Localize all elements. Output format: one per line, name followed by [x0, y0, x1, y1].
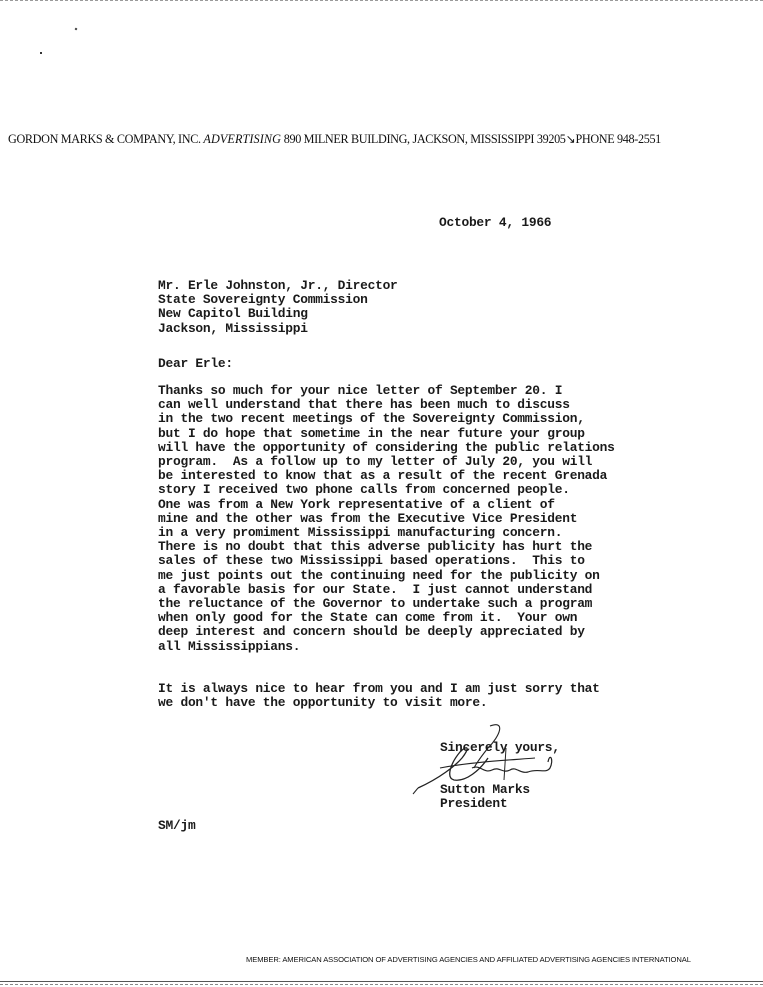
bottom-edge-dashes	[0, 984, 763, 985]
body-line: One was from a New York representative of a client of	[158, 496, 555, 512]
company-phone: PHONE 948-2551	[575, 132, 661, 146]
body-line: be interested to know that as a result of the recent Grenada	[158, 468, 608, 484]
body-line: all Mississippians.	[158, 638, 301, 654]
body-line: in the two recent meetings of the Sovereignty Commission,	[158, 411, 585, 427]
body-line: the reluctance of the Governor to undertake such a program	[158, 596, 593, 612]
body-line: sales of these two Mississippi based operations. This to	[158, 553, 585, 569]
body-line: me just points out the continuing need for the publicity on	[158, 567, 600, 583]
footer-membership: MEMBER: AMERICAN ASSOCIATION OF ADVERTISING AGENCIES AND AFFILIATED ADVERTISING AGENCIES INTERNATIONAL	[246, 955, 691, 964]
signer-name: Sutton Marks	[440, 782, 530, 798]
body-line: we don't have the opportunity to visit more.	[158, 695, 488, 711]
letterhead	[8, 132, 758, 147]
body-line: It is always nice to hear from you and I am just sorry that	[158, 681, 600, 696]
letter-date: October 4, 1966	[439, 215, 552, 230]
body-line: There is no doubt that this adverse publicity has hurt the	[158, 539, 593, 555]
body-line: but I do hope that sometime in the near future your group	[158, 425, 585, 441]
company-address: 890 MILNER BUILDING, JACKSON, MISSISSIPPI 39205	[283, 132, 566, 146]
body-line: can well understand that there has been much to discuss	[158, 397, 570, 413]
top-edge-dashes	[0, 0, 763, 1]
recipient-city: Jackson, Mississippi	[158, 320, 308, 336]
body-paragraph-1	[158, 384, 615, 654]
body-line: Thanks so much for your nice letter of September 20. I	[158, 383, 563, 398]
bottom-rule	[0, 981, 763, 982]
typist-initials: SM/jm	[158, 818, 196, 833]
body-paragraph-2	[158, 682, 600, 710]
body-line: a favorable basis for our State. I just cannot understand	[158, 581, 593, 597]
company-division: ADVERTISING	[203, 132, 282, 146]
recipient-building: New Capitol Building	[158, 306, 308, 322]
body-line: mine and the other was from the Executive Vice President	[158, 510, 578, 526]
body-line: story I received two phone calls from concerned people.	[158, 482, 570, 498]
phone-separator-icon: ↘	[565, 132, 576, 146]
signature-block	[440, 741, 560, 812]
valediction: Sincerely yours,	[440, 740, 560, 755]
scan-speck	[75, 28, 78, 31]
signer-title: President	[440, 796, 508, 812]
body-line: program. As a follow up to my letter of July 20, you will	[158, 454, 593, 470]
body-line: deep interest and concern should be deeply appreciated by	[158, 624, 585, 640]
recipient-address	[158, 279, 398, 336]
salutation: Dear Erle:	[158, 356, 233, 371]
company-name: GORDON MARKS & COMPANY, INC.	[8, 132, 201, 146]
recipient-org: State Sovereignty Commission	[158, 292, 368, 308]
body-line: in a very promiment Mississippi manufacturing concern.	[158, 525, 563, 541]
scan-speck	[40, 52, 42, 54]
body-line: will have the opportunity of considering the public relations	[158, 439, 615, 455]
recipient-name: Mr. Erle Johnston, Jr., Director	[158, 278, 398, 293]
body-line: when only good for the State can come from it. Your own	[158, 610, 578, 626]
